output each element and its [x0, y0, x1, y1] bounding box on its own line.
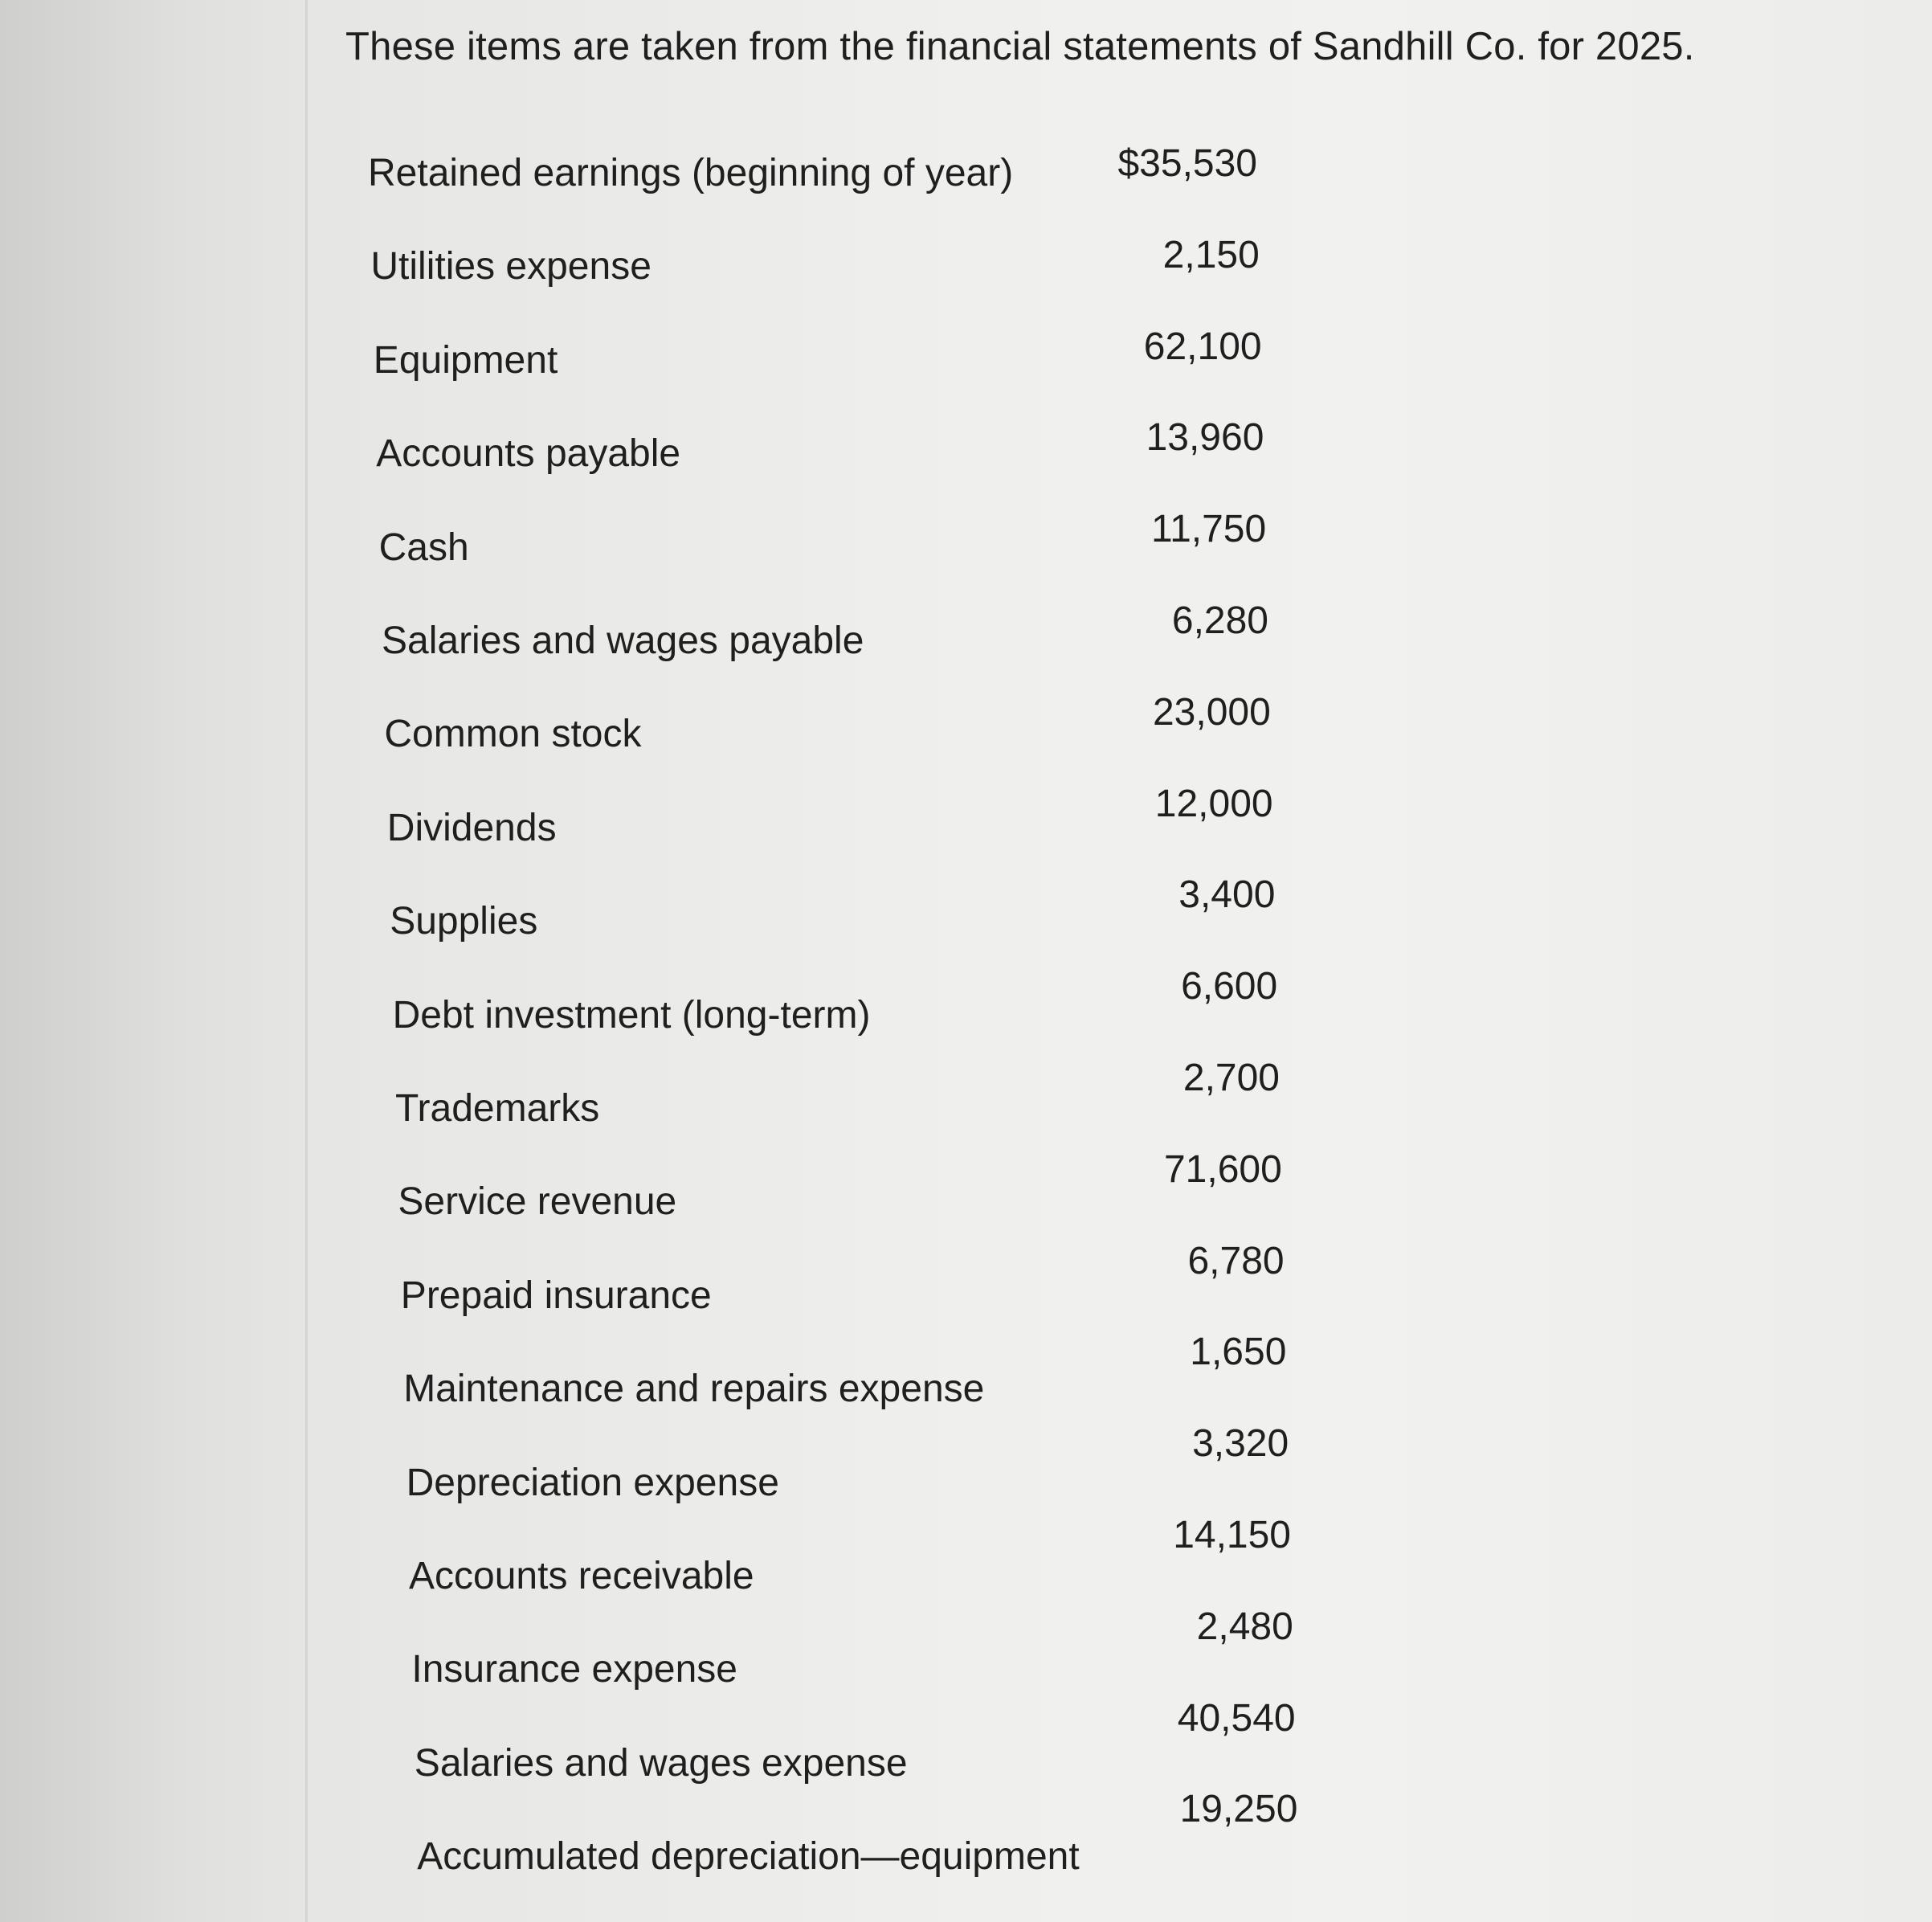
item-label: Equipment	[373, 338, 558, 382]
item-amount: 62,100	[1143, 325, 1262, 368]
item-label: Accounts payable	[376, 432, 681, 476]
item-amount: 6,600	[1181, 965, 1278, 1008]
item-amount: 11,750	[1150, 508, 1267, 551]
item-label: Maintenance and repairs expense	[403, 1368, 985, 1411]
item-amount: 13,960	[1146, 416, 1264, 460]
item-amount: 2,150	[1162, 233, 1260, 276]
item-amount: 6,280	[1171, 599, 1268, 642]
item-label: Salaries and wages expense	[414, 1741, 908, 1785]
item-label: Supplies	[390, 900, 538, 943]
item-amount: 6,780	[1187, 1239, 1285, 1282]
item-amount: 3,400	[1178, 873, 1276, 917]
item-label: Salaries and wages payable	[382, 620, 864, 662]
item-label: Insurance expense	[411, 1648, 737, 1691]
item-amount: 71,600	[1163, 1147, 1282, 1191]
item-label: Accounts receivable	[409, 1555, 754, 1597]
item-amount: 2,480	[1196, 1605, 1293, 1648]
item-label: Trademarks	[395, 1087, 600, 1130]
item-label: Utilities expense	[370, 245, 651, 288]
document-heading: These items are taken from the financial statements of Sandhill Co. for 2025.	[345, 25, 1695, 68]
item-amount: 1,650	[1190, 1331, 1287, 1374]
item-amount: $35,530	[1117, 142, 1257, 185]
item-amount: 14,150	[1173, 1514, 1291, 1556]
item-label: Common stock	[384, 713, 642, 756]
item-amount: 40,540	[1177, 1696, 1296, 1740]
item-label: Service revenue	[398, 1180, 677, 1224]
item-amount: 3,320	[1192, 1422, 1289, 1466]
item-label: Retained earnings (beginning of year)	[368, 152, 1014, 194]
item-label: Accumulated depreciation—equipment	[417, 1835, 1080, 1879]
item-amount: 23,000	[1152, 690, 1271, 734]
item-amount: 19,250	[1179, 1788, 1298, 1831]
item-label: Cash	[378, 525, 469, 569]
item-label: Prepaid insurance	[400, 1274, 712, 1317]
item-label: Depreciation expense	[406, 1461, 779, 1504]
item-amount: 2,700	[1182, 1057, 1280, 1099]
item-label: Dividends	[386, 806, 557, 849]
item-amount: 12,000	[1154, 782, 1273, 825]
item-label: Debt investment (long-term)	[392, 993, 871, 1037]
